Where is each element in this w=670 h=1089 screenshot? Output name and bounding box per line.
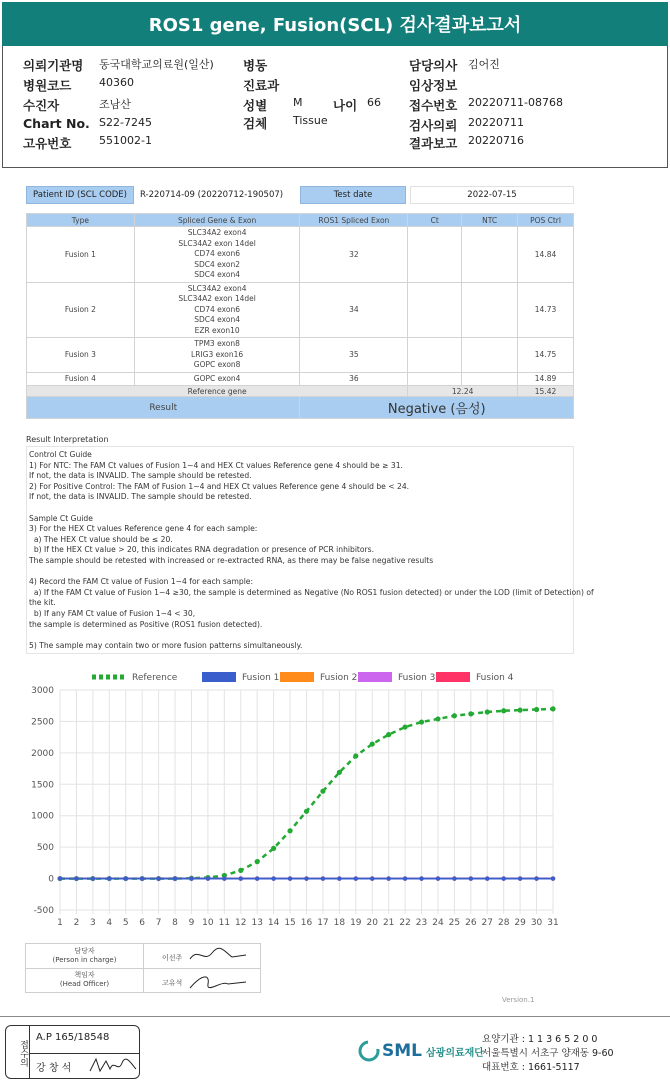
data-point bbox=[124, 876, 128, 880]
interpretation-line: b) If any FAM Ct value of Fusion 1~4 < 30, bbox=[29, 608, 196, 618]
footer-divider bbox=[0, 1016, 670, 1017]
x-tick-label: 13 bbox=[251, 918, 263, 928]
reference-label: Reference gene bbox=[27, 386, 408, 397]
table-row bbox=[27, 282, 574, 338]
column-header: Spliced Gene & Exon bbox=[134, 214, 300, 227]
data-point bbox=[337, 876, 341, 880]
fusion-type: Fusion 2 bbox=[27, 282, 135, 338]
interpretation-line: Control Ct Guide bbox=[29, 450, 92, 459]
ros1-exon: 34 bbox=[300, 282, 408, 338]
legend-swatch bbox=[280, 672, 314, 682]
data-point bbox=[107, 876, 111, 880]
footer-line: 서울특별시 서초구 양재동 9-60 bbox=[482, 1048, 614, 1059]
interpretation-line: 2) For Positive Control: The FAM of Fusion 1~4 and HEX Ct values Reference gene 4 should be < 24. bbox=[29, 481, 410, 491]
y-tick-label: 3000 bbox=[31, 686, 54, 696]
header-field: 병원코드 40360 bbox=[23, 76, 134, 93]
data-point bbox=[222, 876, 226, 880]
x-tick-label: 18 bbox=[333, 918, 346, 928]
column-header: ROS1 Spliced Exon bbox=[300, 214, 408, 227]
legend-label: Fusion 1 bbox=[242, 673, 280, 683]
header-field-age: 나이 66 bbox=[333, 96, 381, 113]
reference-pos: 15.42 bbox=[518, 386, 574, 397]
interpretation-line: the sample is determined as Positive (ROS1 fusion detected). bbox=[29, 619, 263, 629]
reference-row bbox=[27, 386, 574, 397]
interpretation-line bbox=[29, 503, 571, 514]
data-point bbox=[74, 876, 78, 880]
y-tick-label: 0 bbox=[48, 874, 54, 885]
interpretation-line: 3) For the HEX Ct values Reference gene 4 for each sample: bbox=[29, 524, 258, 534]
signature-icon bbox=[188, 970, 248, 992]
data-point bbox=[435, 716, 440, 721]
data-point bbox=[156, 876, 160, 880]
x-tick-label: 1 bbox=[57, 918, 63, 928]
interpretation-box bbox=[26, 446, 594, 654]
legend-label: Fusion 3 bbox=[398, 673, 436, 683]
data-point bbox=[320, 789, 325, 794]
data-point bbox=[452, 713, 457, 718]
y-tick-label: 500 bbox=[36, 843, 54, 854]
data-point bbox=[238, 868, 243, 873]
data-point bbox=[173, 876, 177, 880]
interpretation-line: 4) Record the FAM Ct value of Fusion 1~4 for each sample: bbox=[29, 577, 254, 587]
head-officer-label: 책임자 (Head Officer) bbox=[26, 968, 144, 993]
data-point bbox=[206, 876, 210, 880]
data-point bbox=[321, 876, 325, 880]
x-tick-label: 5 bbox=[122, 918, 129, 928]
receipt-stamp bbox=[5, 1025, 140, 1079]
data-point bbox=[386, 876, 390, 880]
data-point bbox=[288, 876, 292, 880]
version-label: Version.1 bbox=[502, 996, 535, 1004]
x-tick-label: 6 bbox=[139, 918, 146, 928]
legend-label: Fusion 4 bbox=[476, 673, 514, 683]
data-point bbox=[255, 859, 260, 864]
table-row bbox=[27, 338, 574, 373]
result-table bbox=[26, 213, 574, 419]
ct-value bbox=[408, 282, 462, 338]
column-header: Ct bbox=[408, 214, 462, 227]
footer-info bbox=[482, 1033, 614, 1075]
x-tick-label: 29 bbox=[514, 918, 526, 928]
data-point bbox=[501, 708, 506, 713]
data-point bbox=[550, 706, 555, 711]
data-point bbox=[502, 876, 506, 880]
footer-logo bbox=[358, 1034, 484, 1068]
result-row bbox=[27, 397, 574, 419]
header-field: 수진자 조남산 bbox=[23, 98, 131, 113]
legend-swatch bbox=[358, 672, 392, 682]
data-point bbox=[386, 732, 391, 737]
x-tick-label: 21 bbox=[382, 918, 395, 928]
interpretation-line: The sample should be retested with increased or re-extracted RNA, as there may be false negative results bbox=[29, 555, 434, 565]
x-tick-label: 10 bbox=[202, 918, 214, 928]
gene-list: GOPC exon4 bbox=[134, 372, 300, 386]
data-point bbox=[403, 876, 407, 880]
ntc-value bbox=[462, 282, 518, 338]
x-tick-label: 30 bbox=[530, 918, 543, 928]
person-in-charge-label: 담당자 (Person in charge) bbox=[26, 944, 144, 969]
x-tick-label: 4 bbox=[106, 918, 113, 928]
gene-list: TPM3 exon8 LRIG3 exon16 GOPC exon8 bbox=[134, 338, 300, 373]
table-header-row bbox=[27, 214, 574, 227]
data-point bbox=[140, 876, 144, 880]
test-date-value: 2022-07-15 bbox=[410, 186, 574, 204]
reference-ct: 12.24 bbox=[408, 386, 518, 397]
interpretation-line: b) If the HEX Ct value > 20, this indicates RNA degradation or presence of PCR inhibitors. bbox=[29, 545, 375, 555]
legend-label: Fusion 2 bbox=[320, 673, 358, 683]
x-tick-label: 31 bbox=[547, 918, 559, 928]
data-point bbox=[468, 711, 473, 716]
interpretation-title: Result Interpretation bbox=[26, 435, 109, 444]
data-point bbox=[304, 809, 309, 814]
y-tick-label: -500 bbox=[33, 906, 54, 916]
result-value: Negative (음성) bbox=[300, 397, 574, 419]
patient-id-value: R-220714-09 (20220712-190507) bbox=[140, 190, 284, 200]
x-tick-label: 23 bbox=[415, 918, 428, 928]
data-point bbox=[534, 876, 538, 880]
ct-value bbox=[408, 338, 462, 373]
result-label: Result bbox=[27, 397, 300, 419]
data-point bbox=[239, 876, 243, 880]
data-point bbox=[518, 708, 523, 713]
data-point bbox=[189, 876, 193, 880]
pos-ctrl-value: 14.84 bbox=[518, 227, 574, 283]
data-point bbox=[419, 719, 424, 724]
data-point bbox=[534, 707, 539, 712]
x-tick-label: 25 bbox=[448, 918, 461, 928]
x-tick-label: 7 bbox=[155, 918, 162, 928]
legend-swatch bbox=[202, 672, 236, 682]
x-tick-label: 11 bbox=[218, 918, 231, 928]
x-tick-label: 17 bbox=[317, 918, 329, 928]
fusion-type: Fusion 4 bbox=[27, 372, 135, 386]
data-point bbox=[436, 876, 440, 880]
data-point bbox=[271, 846, 276, 851]
header-field: 결과보고 20220716 bbox=[409, 134, 524, 151]
y-tick-label: 2000 bbox=[31, 748, 54, 759]
stamp-label: 접수의 bbox=[6, 1026, 30, 1078]
stamp-name: 강 창 석 bbox=[36, 1063, 72, 1074]
x-tick-label: 15 bbox=[284, 918, 296, 928]
header-field: 진료과 bbox=[243, 78, 280, 93]
x-tick-label: 9 bbox=[188, 918, 195, 928]
data-point bbox=[353, 753, 358, 758]
x-tick-label: 26 bbox=[465, 918, 477, 928]
patient-header bbox=[2, 46, 668, 168]
header-field: 성별 M bbox=[243, 96, 303, 113]
stamp-code: A.P 165/18548 bbox=[36, 1032, 110, 1043]
interpretation-line: a) If the FAM Ct value of Fusion 1~4 ≥30, the sample is determined as Negative (No ROS1 fusion detected) or under the LOD (limit of Detection) of bbox=[29, 587, 594, 597]
data-point bbox=[485, 876, 489, 880]
test-date-label: Test date bbox=[300, 186, 406, 204]
y-tick-label: 1500 bbox=[31, 780, 54, 791]
logo-text: SML bbox=[382, 1041, 422, 1061]
y-tick-label: 2500 bbox=[31, 717, 54, 728]
signature-icon bbox=[188, 945, 248, 965]
data-point bbox=[419, 876, 423, 880]
footer-line: 요양기관 : 1 1 3 6 5 2 0 0 bbox=[482, 1034, 598, 1045]
ros1-exon: 35 bbox=[300, 338, 408, 373]
x-tick-label: 14 bbox=[267, 918, 280, 928]
x-tick-label: 8 bbox=[172, 918, 178, 928]
x-tick-label: 3 bbox=[89, 918, 96, 928]
x-tick-label: 20 bbox=[366, 918, 378, 928]
header-field: 접수번호 20220711-08768 bbox=[409, 96, 563, 113]
ros1-exon: 32 bbox=[300, 227, 408, 283]
person-in-charge-sign: 이선주 bbox=[144, 944, 261, 969]
data-point bbox=[469, 876, 473, 880]
fusion-type: Fusion 3 bbox=[27, 338, 135, 373]
x-tick-label: 12 bbox=[235, 918, 247, 928]
ntc-value bbox=[462, 372, 518, 386]
pos-ctrl-value: 14.89 bbox=[518, 372, 574, 386]
interpretation-line bbox=[29, 630, 571, 641]
header-field: 임상정보 bbox=[409, 78, 458, 93]
data-point bbox=[518, 876, 522, 880]
x-tick-label: 22 bbox=[399, 918, 411, 928]
data-point bbox=[337, 770, 342, 775]
org-name: 삼광의료재단 bbox=[426, 1047, 484, 1059]
x-tick-label: 2 bbox=[73, 918, 80, 928]
data-point bbox=[370, 741, 375, 746]
interpretation-line: Sample Ct Guide bbox=[29, 513, 93, 523]
interpretation-line: 5) The sample may contain two or more fusion patterns simultaneously. bbox=[29, 640, 303, 650]
footer-line: 대표번호 : 1661-5117 bbox=[482, 1062, 580, 1073]
header-field: 검체 Tissue bbox=[243, 114, 328, 131]
x-tick-label: 16 bbox=[300, 918, 313, 928]
header-field: 담당의사 김어진 bbox=[409, 58, 500, 73]
pos-ctrl-value: 14.73 bbox=[518, 282, 574, 338]
ntc-value bbox=[462, 338, 518, 373]
data-point bbox=[551, 876, 555, 880]
interpretation-line: If not, the data is INVALID. The sample should be retested. bbox=[29, 471, 252, 481]
header-field: 병동 bbox=[243, 58, 268, 73]
data-point bbox=[271, 876, 275, 880]
x-tick-label: 27 bbox=[481, 918, 493, 928]
fusion-type: Fusion 1 bbox=[27, 227, 135, 283]
head-officer-sign: 고유석 bbox=[144, 968, 261, 993]
data-point bbox=[452, 876, 456, 880]
data-point bbox=[485, 709, 490, 714]
data-point bbox=[255, 876, 259, 880]
stamp-signature-icon bbox=[88, 1055, 138, 1077]
header-field: 의뢰기관명 동국대학교의료원(일산) bbox=[23, 58, 214, 73]
chart-svg bbox=[20, 665, 570, 935]
gene-list: SLC34A2 exon4 SLC34A2 exon 14del CD74 exon6 SDC4 exon2 SDC4 exon4 bbox=[134, 227, 300, 283]
data-point bbox=[403, 724, 408, 729]
data-point bbox=[304, 876, 308, 880]
column-header: NTC bbox=[462, 214, 518, 227]
interpretation-line: 1) For NTC: The FAM Ct values of Fusion 1~4 and HEX Ct values Reference gene 4 should be ≥ 31. bbox=[29, 460, 403, 470]
column-header: POS Ctrl bbox=[518, 214, 574, 227]
ct-value bbox=[408, 227, 462, 283]
x-tick-label: 28 bbox=[497, 918, 510, 928]
data-point bbox=[354, 876, 358, 880]
interpretation-line: the kit. bbox=[29, 598, 56, 608]
stamp-divider bbox=[30, 1053, 140, 1054]
table-row bbox=[27, 372, 574, 386]
y-tick-label: 1000 bbox=[31, 811, 54, 822]
header-field: Chart No. S22-7245 bbox=[23, 116, 152, 131]
data-point bbox=[287, 828, 292, 833]
gene-list: SLC34A2 exon4 SLC34A2 exon 14del CD74 exon6 SDC4 exon4 EZR exon10 bbox=[134, 282, 300, 338]
x-tick-label: 24 bbox=[432, 918, 444, 928]
data-point bbox=[370, 876, 374, 880]
x-tick-label: 19 bbox=[350, 918, 362, 928]
header-field: 검사의뢰 20220711 bbox=[409, 116, 524, 133]
sml-logo-icon bbox=[358, 1040, 380, 1062]
table-row bbox=[27, 227, 574, 283]
column-header: Type bbox=[27, 214, 135, 227]
amplification-chart bbox=[20, 665, 570, 935]
ct-value bbox=[408, 372, 462, 386]
signature-table bbox=[25, 943, 261, 993]
data-point bbox=[91, 876, 95, 880]
legend-label: Reference bbox=[132, 673, 178, 683]
header-field: 고유번호 551002-1 bbox=[23, 134, 152, 151]
report-title: ROS1 gene, Fusion(SCL) 검사결과보고서 bbox=[2, 2, 668, 46]
pos-ctrl-value: 14.75 bbox=[518, 338, 574, 373]
interpretation-line bbox=[29, 567, 571, 578]
ntc-value bbox=[462, 227, 518, 283]
interpretation-line: If not, the data is INVALID. The sample should be retested. bbox=[29, 492, 252, 502]
ros1-exon: 36 bbox=[300, 372, 408, 386]
patient-id-label: Patient ID (SCL CODE) bbox=[26, 186, 134, 204]
data-point bbox=[58, 876, 62, 880]
legend-swatch bbox=[436, 672, 470, 682]
interpretation-line: a) The HEX Ct value should be ≤ 20. bbox=[29, 534, 173, 544]
